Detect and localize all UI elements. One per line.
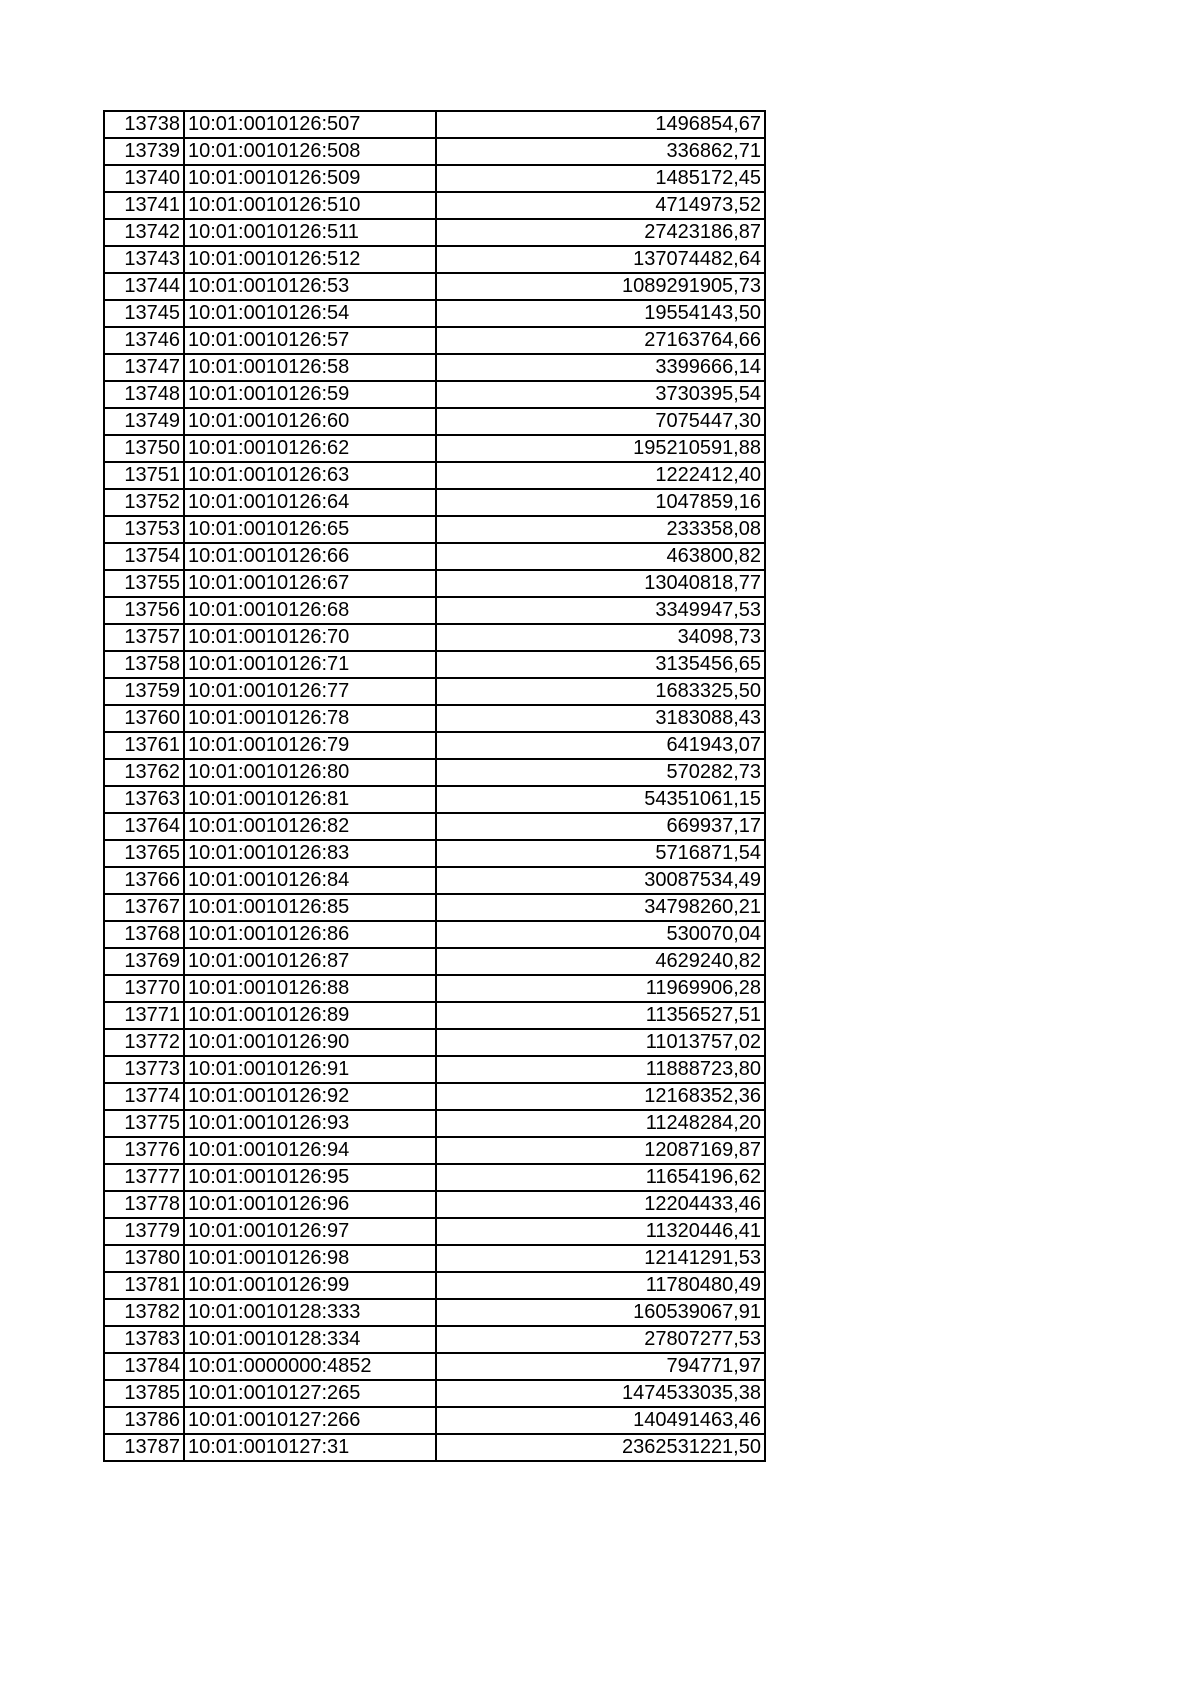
cadastral-number-cell: 10:01:0010126:90	[184, 1029, 436, 1056]
row-number-cell: 13784	[104, 1353, 184, 1380]
table-row	[104, 1056, 765, 1083]
value-cell: 336862,71	[436, 138, 765, 165]
cadastral-number-cell: 10:01:0010126:62	[184, 435, 436, 462]
cadastral-number-cell: 10:01:0010126:89	[184, 1002, 436, 1029]
row-number-cell: 13777	[104, 1164, 184, 1191]
cadastral-number-cell: 10:01:0010126:87	[184, 948, 436, 975]
table-row	[104, 273, 765, 300]
table-row	[104, 786, 765, 813]
table-row	[104, 1272, 765, 1299]
table-row	[104, 1299, 765, 1326]
table-row	[104, 543, 765, 570]
row-number-cell: 13759	[104, 678, 184, 705]
table-row	[104, 1083, 765, 1110]
row-number-cell: 13768	[104, 921, 184, 948]
cadastral-number-cell: 10:01:0010126:78	[184, 705, 436, 732]
table-row	[104, 1110, 765, 1137]
table-row	[104, 381, 765, 408]
value-cell: 1496854,67	[436, 111, 765, 138]
cadastral-number-cell: 10:01:0010126:85	[184, 894, 436, 921]
value-cell: 12204433,46	[436, 1191, 765, 1218]
row-number-cell: 13766	[104, 867, 184, 894]
value-cell: 30087534,49	[436, 867, 765, 894]
row-number-cell: 13742	[104, 219, 184, 246]
cadastral-number-cell: 10:01:0010126:71	[184, 651, 436, 678]
table-row	[104, 111, 765, 138]
value-cell: 11013757,02	[436, 1029, 765, 1056]
value-cell: 27423186,87	[436, 219, 765, 246]
value-cell: 11780480,49	[436, 1272, 765, 1299]
table-row	[104, 1380, 765, 1407]
row-number-cell: 13745	[104, 300, 184, 327]
row-number-cell: 13756	[104, 597, 184, 624]
row-number-cell: 13778	[104, 1191, 184, 1218]
table-row	[104, 435, 765, 462]
table-row	[104, 1002, 765, 1029]
table-row	[104, 354, 765, 381]
table-row	[104, 138, 765, 165]
row-number-cell: 13758	[104, 651, 184, 678]
row-number-cell: 13769	[104, 948, 184, 975]
cadastral-number-cell: 10:01:0010126:83	[184, 840, 436, 867]
cadastral-number-cell: 10:01:0010126:508	[184, 138, 436, 165]
value-cell: 11888723,80	[436, 1056, 765, 1083]
cadastral-number-cell: 10:01:0010126:511	[184, 219, 436, 246]
cadastral-number-cell: 10:01:0010126:98	[184, 1245, 436, 1272]
row-number-cell: 13770	[104, 975, 184, 1002]
table-row	[104, 597, 765, 624]
cadastral-number-cell: 10:01:0010126:97	[184, 1218, 436, 1245]
table-row	[104, 651, 765, 678]
cadastral-number-cell: 10:01:0010126:59	[184, 381, 436, 408]
row-number-cell: 13767	[104, 894, 184, 921]
row-number-cell: 13773	[104, 1056, 184, 1083]
value-cell: 27163764,66	[436, 327, 765, 354]
row-number-cell: 13780	[104, 1245, 184, 1272]
row-number-cell: 13747	[104, 354, 184, 381]
table-row	[104, 921, 765, 948]
cadastral-number-cell: 10:01:0010126:53	[184, 273, 436, 300]
row-number-cell: 13781	[104, 1272, 184, 1299]
value-cell: 669937,17	[436, 813, 765, 840]
value-cell: 11248284,20	[436, 1110, 765, 1137]
row-number-cell: 13746	[104, 327, 184, 354]
cadastral-number-cell: 10:01:0010126:93	[184, 1110, 436, 1137]
cadastral-number-cell: 10:01:0010128:334	[184, 1326, 436, 1353]
value-cell: 12141291,53	[436, 1245, 765, 1272]
table-row	[104, 1407, 765, 1434]
value-cell: 794771,97	[436, 1353, 765, 1380]
row-number-cell: 13764	[104, 813, 184, 840]
row-number-cell: 13786	[104, 1407, 184, 1434]
table-row	[104, 975, 765, 1002]
value-cell: 34098,73	[436, 624, 765, 651]
value-cell: 13040818,77	[436, 570, 765, 597]
cadastral-number-cell: 10:01:0010127:31	[184, 1434, 436, 1461]
cadastral-number-cell: 10:01:0010126:80	[184, 759, 436, 786]
row-number-cell: 13740	[104, 165, 184, 192]
table-row	[104, 1191, 765, 1218]
table-row	[104, 570, 765, 597]
value-cell: 4714973,52	[436, 192, 765, 219]
row-number-cell: 13741	[104, 192, 184, 219]
value-cell: 1047859,16	[436, 489, 765, 516]
cadastral-number-cell: 10:01:0010126:66	[184, 543, 436, 570]
cadastral-number-cell: 10:01:0010126:65	[184, 516, 436, 543]
row-number-cell: 13761	[104, 732, 184, 759]
value-cell: 1222412,40	[436, 462, 765, 489]
row-number-cell: 13738	[104, 111, 184, 138]
value-cell: 3399666,14	[436, 354, 765, 381]
value-cell: 3730395,54	[436, 381, 765, 408]
row-number-cell: 13783	[104, 1326, 184, 1353]
row-number-cell: 13739	[104, 138, 184, 165]
row-number-cell: 13771	[104, 1002, 184, 1029]
value-cell: 19554143,50	[436, 300, 765, 327]
value-cell: 4629240,82	[436, 948, 765, 975]
value-cell: 5716871,54	[436, 840, 765, 867]
table-row	[104, 1434, 765, 1461]
value-cell: 3349947,53	[436, 597, 765, 624]
value-cell: 3135456,65	[436, 651, 765, 678]
row-number-cell: 13755	[104, 570, 184, 597]
cadastral-number-cell: 10:01:0010126:94	[184, 1137, 436, 1164]
table-row	[104, 327, 765, 354]
table-row	[104, 894, 765, 921]
value-cell: 11320446,41	[436, 1218, 765, 1245]
cadastral-number-cell: 10:01:0010126:81	[184, 786, 436, 813]
value-cell: 2362531221,50	[436, 1434, 765, 1461]
value-cell: 12168352,36	[436, 1083, 765, 1110]
row-number-cell: 13750	[104, 435, 184, 462]
row-number-cell: 13743	[104, 246, 184, 273]
table-row	[104, 840, 765, 867]
cadastral-number-cell: 10:01:0010126:509	[184, 165, 436, 192]
table-row	[104, 678, 765, 705]
row-number-cell: 13785	[104, 1380, 184, 1407]
cadastral-number-cell: 10:01:0010126:95	[184, 1164, 436, 1191]
table-row	[104, 1245, 765, 1272]
row-number-cell: 13744	[104, 273, 184, 300]
value-cell: 641943,07	[436, 732, 765, 759]
row-number-cell: 13776	[104, 1137, 184, 1164]
table-row	[104, 462, 765, 489]
row-number-cell: 13782	[104, 1299, 184, 1326]
cadastral-number-cell: 10:01:0010127:266	[184, 1407, 436, 1434]
value-cell: 160539067,91	[436, 1299, 765, 1326]
row-number-cell: 13760	[104, 705, 184, 732]
cadastral-number-cell: 10:01:0000000:4852	[184, 1353, 436, 1380]
cadastral-number-cell: 10:01:0010126:92	[184, 1083, 436, 1110]
value-cell: 1089291905,73	[436, 273, 765, 300]
value-cell: 34798260,21	[436, 894, 765, 921]
table-row	[104, 948, 765, 975]
table-row	[104, 516, 765, 543]
table-row	[104, 1353, 765, 1380]
row-number-cell: 13751	[104, 462, 184, 489]
cadastral-number-cell: 10:01:0010126:86	[184, 921, 436, 948]
value-cell: 233358,08	[436, 516, 765, 543]
row-number-cell: 13787	[104, 1434, 184, 1461]
value-cell: 1485172,45	[436, 165, 765, 192]
table-row	[104, 300, 765, 327]
table-row	[104, 1164, 765, 1191]
table-row	[104, 165, 765, 192]
value-cell: 27807277,53	[436, 1326, 765, 1353]
data-table	[103, 110, 766, 1462]
cadastral-number-cell: 10:01:0010126:96	[184, 1191, 436, 1218]
value-cell: 11654196,62	[436, 1164, 765, 1191]
cadastral-number-cell: 10:01:0010126:91	[184, 1056, 436, 1083]
cadastral-number-cell: 10:01:0010126:57	[184, 327, 436, 354]
value-cell: 12087169,87	[436, 1137, 765, 1164]
cadastral-number-cell: 10:01:0010128:333	[184, 1299, 436, 1326]
value-cell: 3183088,43	[436, 705, 765, 732]
value-cell: 463800,82	[436, 543, 765, 570]
value-cell: 7075447,30	[436, 408, 765, 435]
cadastral-number-cell: 10:01:0010126:510	[184, 192, 436, 219]
row-number-cell: 13753	[104, 516, 184, 543]
cadastral-number-cell: 10:01:0010126:67	[184, 570, 436, 597]
table-row	[104, 624, 765, 651]
row-number-cell: 13748	[104, 381, 184, 408]
table-row	[104, 759, 765, 786]
row-number-cell: 13752	[104, 489, 184, 516]
row-number-cell: 13772	[104, 1029, 184, 1056]
cadastral-number-cell: 10:01:0010126:507	[184, 111, 436, 138]
row-number-cell: 13763	[104, 786, 184, 813]
value-cell: 570282,73	[436, 759, 765, 786]
value-cell: 140491463,46	[436, 1407, 765, 1434]
value-cell: 195210591,88	[436, 435, 765, 462]
value-cell: 1683325,50	[436, 678, 765, 705]
table-row	[104, 408, 765, 435]
cadastral-number-cell: 10:01:0010126:68	[184, 597, 436, 624]
cadastral-number-cell: 10:01:0010126:63	[184, 462, 436, 489]
row-number-cell: 13774	[104, 1083, 184, 1110]
value-cell: 1474533035,38	[436, 1380, 765, 1407]
table-row	[104, 1218, 765, 1245]
cadastral-number-cell: 10:01:0010126:58	[184, 354, 436, 381]
table-row	[104, 1029, 765, 1056]
table-row	[104, 246, 765, 273]
row-number-cell: 13749	[104, 408, 184, 435]
row-number-cell: 13775	[104, 1110, 184, 1137]
cadastral-number-cell: 10:01:0010126:84	[184, 867, 436, 894]
cadastral-number-cell: 10:01:0010126:99	[184, 1272, 436, 1299]
cadastral-number-cell: 10:01:0010126:79	[184, 732, 436, 759]
value-cell: 11969906,28	[436, 975, 765, 1002]
cadastral-number-cell: 10:01:0010126:60	[184, 408, 436, 435]
cadastral-number-cell: 10:01:0010126:77	[184, 678, 436, 705]
value-cell: 137074482,64	[436, 246, 765, 273]
cadastral-number-cell: 10:01:0010126:64	[184, 489, 436, 516]
row-number-cell: 13757	[104, 624, 184, 651]
cadastral-number-cell: 10:01:0010126:88	[184, 975, 436, 1002]
table-row	[104, 1137, 765, 1164]
cadastral-number-cell: 10:01:0010126:54	[184, 300, 436, 327]
cadastral-number-cell: 10:01:0010126:512	[184, 246, 436, 273]
table-row	[104, 813, 765, 840]
cadastral-number-cell: 10:01:0010126:82	[184, 813, 436, 840]
table-body	[104, 111, 765, 1461]
value-cell: 530070,04	[436, 921, 765, 948]
value-cell: 54351061,15	[436, 786, 765, 813]
row-number-cell: 13779	[104, 1218, 184, 1245]
table-row	[104, 1326, 765, 1353]
cadastral-number-cell: 10:01:0010126:70	[184, 624, 436, 651]
value-cell: 11356527,51	[436, 1002, 765, 1029]
table-row	[104, 732, 765, 759]
row-number-cell: 13754	[104, 543, 184, 570]
table-row	[104, 192, 765, 219]
table-row	[104, 867, 765, 894]
row-number-cell: 13765	[104, 840, 184, 867]
table-row	[104, 489, 765, 516]
table-row	[104, 705, 765, 732]
table-row	[104, 219, 765, 246]
cadastral-number-cell: 10:01:0010127:265	[184, 1380, 436, 1407]
row-number-cell: 13762	[104, 759, 184, 786]
